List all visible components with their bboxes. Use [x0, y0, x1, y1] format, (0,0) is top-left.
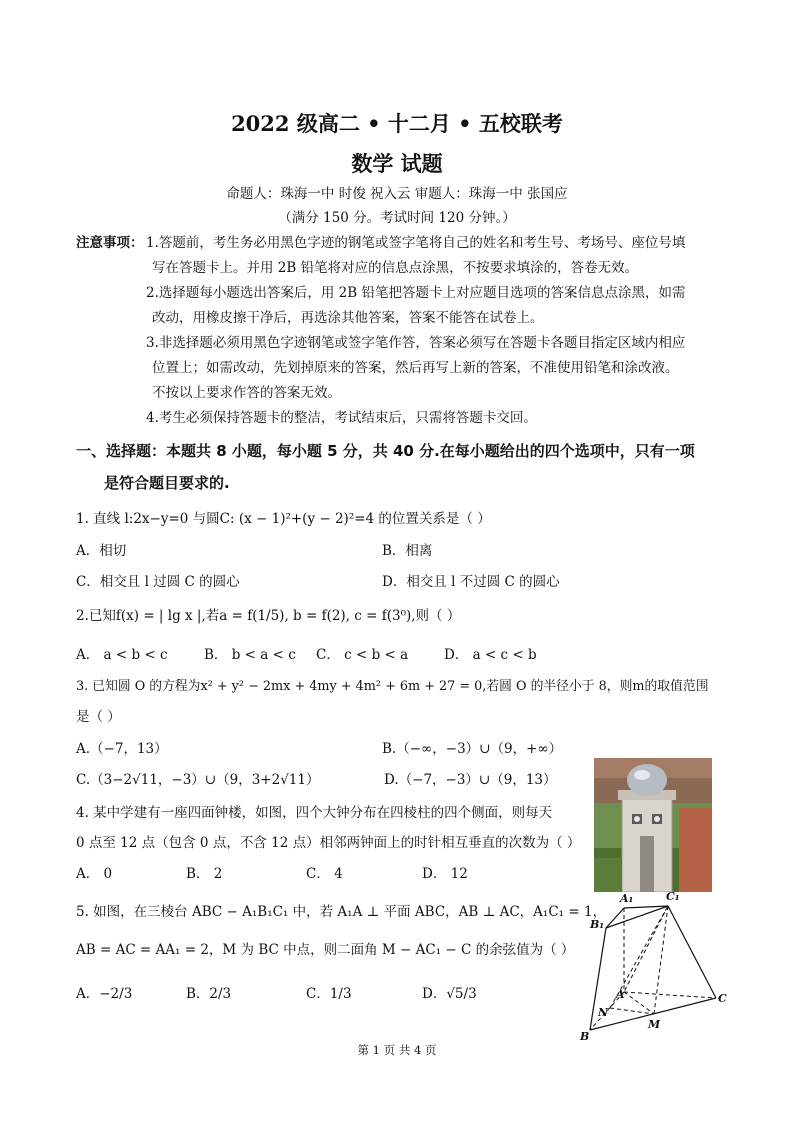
q4-stem-cont: 0 点至 12 点（包含 0 点，不含 12 点）相邻两钟面上的时针相互垂直的次数为（ ）: [76, 835, 581, 851]
q4-option-c: C． 4: [306, 866, 343, 882]
q2-option-a: A． a < b < c: [76, 647, 168, 663]
q4-option-a: A． 0: [76, 866, 113, 882]
q2-option-c: C． c < b < a: [316, 647, 409, 663]
note-line: 改动，用橡皮擦干净后，再选涂其他答案，答案不能答在试卷上。: [152, 310, 544, 326]
q5-option-a: A．−2/3: [76, 986, 133, 1002]
q1-option-c: C．相交且 l 过圆 C 的圆心: [76, 574, 240, 590]
exam-title: 2022 级高二 • 十二月 • 五校联考: [231, 111, 563, 136]
q3-option-c: C.（3−2√11，−3）∪（9，3+2√11）: [76, 772, 320, 788]
q2-stem: 2.已知f(x) = | lg x |,若a = f(1/5), b = f(2), c = f(3⁰),则（ ）: [76, 608, 461, 624]
q5-option-b: B．2/3: [186, 986, 232, 1002]
note-line: 1.答题前，考生务必用黑色字迹的钢笔或签字笔将自己的姓名和考生号、考场号、座位号填: [146, 235, 686, 251]
q3-option-d: D.（−7，−3）∪（9，13）: [384, 772, 557, 788]
section-heading-cont: 是符合题目要求的.: [104, 474, 230, 492]
note-line: 4.考生必须保持答题卡的整洁，考试结束后，只需将答题卡交回。: [146, 410, 537, 426]
section-heading: 一、选择题：本题共 8 小题，每小题 5 分，共 40 分.在每小题给出的四个选项中，只有一项: [76, 442, 695, 460]
label-a1: A₁: [620, 892, 634, 905]
q2-option-d: D． a < c < b: [444, 647, 537, 663]
q4-stem: 4. 某中学建有一座四面钟楼，如图，四个大钟分布在四棱柱的四个侧面，则每天: [76, 805, 553, 821]
note-line: 位置上；如需改动，先划掉原来的答案，然后再写上新的答案，不准使用铅笔和涂改液。: [152, 360, 679, 376]
label-b1: B₁: [590, 918, 605, 931]
label-c: C: [718, 992, 727, 1005]
label-m: M: [648, 1018, 661, 1031]
note-line: 2.选择题每小题选出答案后，用 2B 铅笔把答题卡上对应题目选项的答案信息点涂黑，如需: [146, 285, 686, 301]
q4-option-b: B． 2: [186, 866, 223, 882]
frustum-figure: [576, 890, 756, 1050]
note-line: 3.非选择题必须用黑色字迹钢笔或签字笔作答，答案必须写在答题卡各题目指定区域内相应: [146, 335, 686, 351]
q2-option-b: B． b < a < c: [204, 647, 296, 663]
note-line: 不按以上要求作答的答案无效。: [152, 385, 341, 401]
notes-label: 注意事项：: [76, 235, 144, 251]
q5-option-c: C．1/3: [306, 986, 352, 1002]
q3-option-a: A.（−7，13）: [76, 741, 168, 757]
label-c1: C₁: [666, 890, 680, 903]
clock-tower-photo: [594, 758, 712, 892]
q5-stem: 5. 如图，在三棱台 ABC − A₁B₁C₁ 中，若 A₁A ⊥ 平面 ABC，AB ⊥ AC，A₁C₁ = 1，: [76, 904, 607, 920]
q5-option-d: D．√5/3: [422, 986, 477, 1002]
q3-stem-cont: 是（ ）: [76, 709, 121, 725]
label-n: N: [598, 1006, 609, 1019]
q1-stem: 1. 直线 l:2x−y=0 与圆C: (x − 1)²+(y − 2)²=4 的位置关系是（ ）: [76, 511, 491, 527]
page-footer: 第 1 页 共 4 页: [357, 1043, 437, 1057]
score-time-line: （满分 150 分。考试时间 120 分钟。）: [278, 210, 516, 226]
note-line: 写在答题卡上。并用 2B 铅笔将对应的信息点涂黑，不按要求填涂的，答卷无效。: [152, 260, 639, 276]
q1-option-a: A．相切: [76, 543, 127, 559]
subject-title: 数学 试题: [351, 151, 443, 176]
label-a: A: [616, 988, 625, 1001]
q1-option-d: D．相交且 l 不过圆 C 的圆心: [382, 574, 560, 590]
authors-line: 命题人：珠海一中 时俊 祝入云 审题人：珠海一中 张国应: [226, 186, 568, 202]
q3-stem: 3. 已知圆 O 的方程为x² + y² − 2mx + 4my + 4m² + 6m + 27 = 0,若圆 O 的半径小于 8，则m的取值范围: [76, 679, 709, 694]
q3-option-b: B.（−∞，−3）∪（9，+∞）: [382, 741, 563, 757]
label-b: B: [580, 1030, 590, 1043]
q5-stem-cont: AB = AC = AA₁ = 2，M 为 BC 中点，则二面角 M − AC₁ − C 的余弦值为（ ）: [76, 942, 575, 958]
q4-option-d: D． 12: [422, 866, 468, 882]
q1-option-b: B．相离: [382, 543, 433, 559]
